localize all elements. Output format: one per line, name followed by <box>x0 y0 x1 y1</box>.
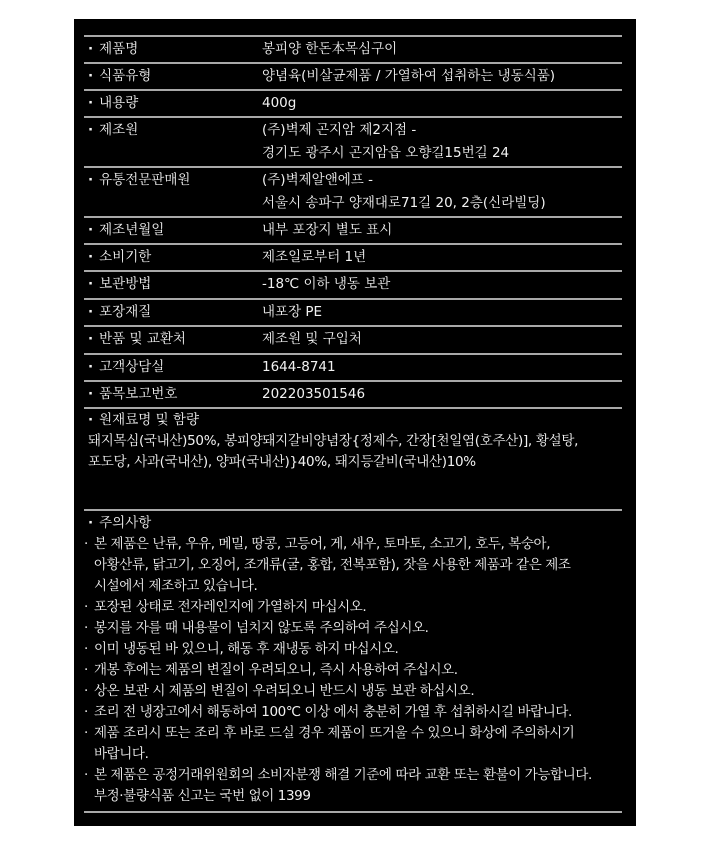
row-label: · 제조원 <box>88 119 138 142</box>
divider <box>84 62 622 64</box>
caution-item <box>84 660 630 681</box>
divider <box>84 298 622 300</box>
row-label: · 식품유형 <box>88 65 151 88</box>
bullet: · <box>84 641 88 657</box>
caution-item <box>84 723 630 765</box>
row-value: 1644-8741 <box>262 359 336 375</box>
cautions-heading: · 주의사항 <box>84 513 630 534</box>
row-value: 202203501546 <box>262 386 366 402</box>
row-label: · 내용량 <box>88 92 138 115</box>
row-value <box>262 119 509 165</box>
caution-text: 시설에서 제조하고 있습니다. <box>94 578 258 594</box>
caution-text: 봉지를 자를 때 내용물이 넘치지 않도록 주의하여 주십시오. <box>94 620 429 636</box>
product-info-panel <box>74 19 636 826</box>
divider <box>84 509 622 511</box>
caution-text: 포장된 상태로 전자레인지에 가열하지 마십시오. <box>94 599 367 615</box>
caution-item <box>84 702 630 723</box>
row-value: 내포장 PE <box>262 304 323 320</box>
divider <box>84 270 622 272</box>
caution-text: 본 제품은 공정거래위원회의 소비자분쟁 해결 기준에 따라 교환 또는 환불이 가능합니다. <box>94 767 592 783</box>
caution-item <box>84 618 630 639</box>
ingredients-section <box>84 410 630 473</box>
row-label: · 제품명 <box>88 38 138 61</box>
bullet: · <box>84 725 88 741</box>
bullet: · <box>84 599 88 615</box>
caution-text: 개봉 후에는 제품의 변질이 우려되오니, 즉시 사용하여 주십시오. <box>94 662 458 678</box>
divider <box>84 166 622 168</box>
row-value <box>262 169 546 215</box>
divider <box>84 216 622 218</box>
divider <box>84 380 622 382</box>
row-label: · 고객상담실 <box>88 356 164 379</box>
caution-text: 부정·불량식품 신고는 국번 없이 1399 <box>94 788 311 804</box>
divider <box>84 353 622 355</box>
row-value: 내부 포장지 별도 표시 <box>262 222 393 238</box>
divider <box>84 116 622 118</box>
caution-item <box>84 639 630 660</box>
divider <box>84 407 622 409</box>
bullet: · <box>84 767 88 783</box>
ingredients-heading: · 원재료명 및 함량 <box>84 410 630 431</box>
row-value: 400g <box>262 95 297 111</box>
row-label: · 소비기한 <box>88 246 151 269</box>
caution-text: 제품 조리시 또는 조리 후 바로 드실 경우 제품이 뜨거울 수 있으니 화상에 주의하시기 <box>94 725 575 741</box>
distributor-name: (주)벽제알앤에프 - <box>262 172 373 188</box>
row-value: 제조일로부터 1년 <box>262 249 367 265</box>
bullet: · <box>84 683 88 699</box>
caution-text: 이미 냉동된 바 있으니, 해동 후 재냉동 하지 마십시오. <box>94 641 399 657</box>
divider <box>84 325 622 327</box>
row-label: · 제조년월일 <box>88 219 164 242</box>
caution-item <box>84 597 630 618</box>
divider <box>84 811 622 813</box>
caution-text: 조리 전 냉장고에서 해동하여 100℃ 이상 에서 충분히 가열 후 섭취하시길 바랍니다. <box>94 704 572 720</box>
row-value: 봉피양 한돈本목심구이 <box>262 41 398 57</box>
cautions-section <box>84 513 630 807</box>
manufacturer-name: (주)벽제 곤지암 제2지점 - <box>262 122 417 138</box>
row-value: -18℃ 이하 냉동 보관 <box>262 276 391 292</box>
distributor-address: 서울시 송파구 양재대로71길 20, 2층(신라빌딩) <box>262 195 546 211</box>
divider <box>84 243 622 245</box>
bullet: · <box>84 704 88 720</box>
bullet: · <box>84 536 88 552</box>
caution-item <box>84 534 630 597</box>
caution-item <box>84 681 630 702</box>
caution-text: 바랍니다. <box>94 746 149 762</box>
caution-text: 본 제품은 난류, 우유, 메밀, 땅콩, 고등어, 게, 새우, 토마토, 소고기, 호두, 복숭아, <box>94 536 551 552</box>
divider <box>84 89 622 91</box>
bullet: · <box>84 662 88 678</box>
row-value: 제조원 및 구입처 <box>262 331 362 347</box>
row-label: · 보관방법 <box>88 273 151 296</box>
ingredients-line: 포도당, 사과(국내산), 양파(국내산)}40%, 돼지등갈비(국내산)10% <box>88 454 476 470</box>
divider <box>84 35 622 37</box>
row-label: · 품목보고번호 <box>88 383 177 406</box>
row-label: · 반품 및 교환처 <box>88 328 186 351</box>
manufacturer-address: 경기도 광주시 곤지암읍 오향길15번길 24 <box>262 145 510 161</box>
ingredients-line: 돼지목심(국내산)50%, 봉피양돼지갈비양념장{정제수, 간장[천일염(호주산)], 황설탕, <box>88 433 579 449</box>
caution-text: 아황산류, 닭고기, 오징어, 조개류(굴, 홍합, 전복포함), 잣을 사용한 제품과 같은 제조 <box>94 557 571 573</box>
row-label: · 포장재질 <box>88 301 151 324</box>
caution-item <box>84 765 630 807</box>
row-value: 양념육(비살균제품 / 가열하여 섭취하는 냉동식품) <box>262 68 556 84</box>
row-label: · 유통전문판매원 <box>88 169 190 192</box>
caution-text: 상온 보관 시 제품의 변질이 우려되오니 반드시 냉동 보관 하십시오. <box>94 683 475 699</box>
bullet: · <box>84 620 88 636</box>
